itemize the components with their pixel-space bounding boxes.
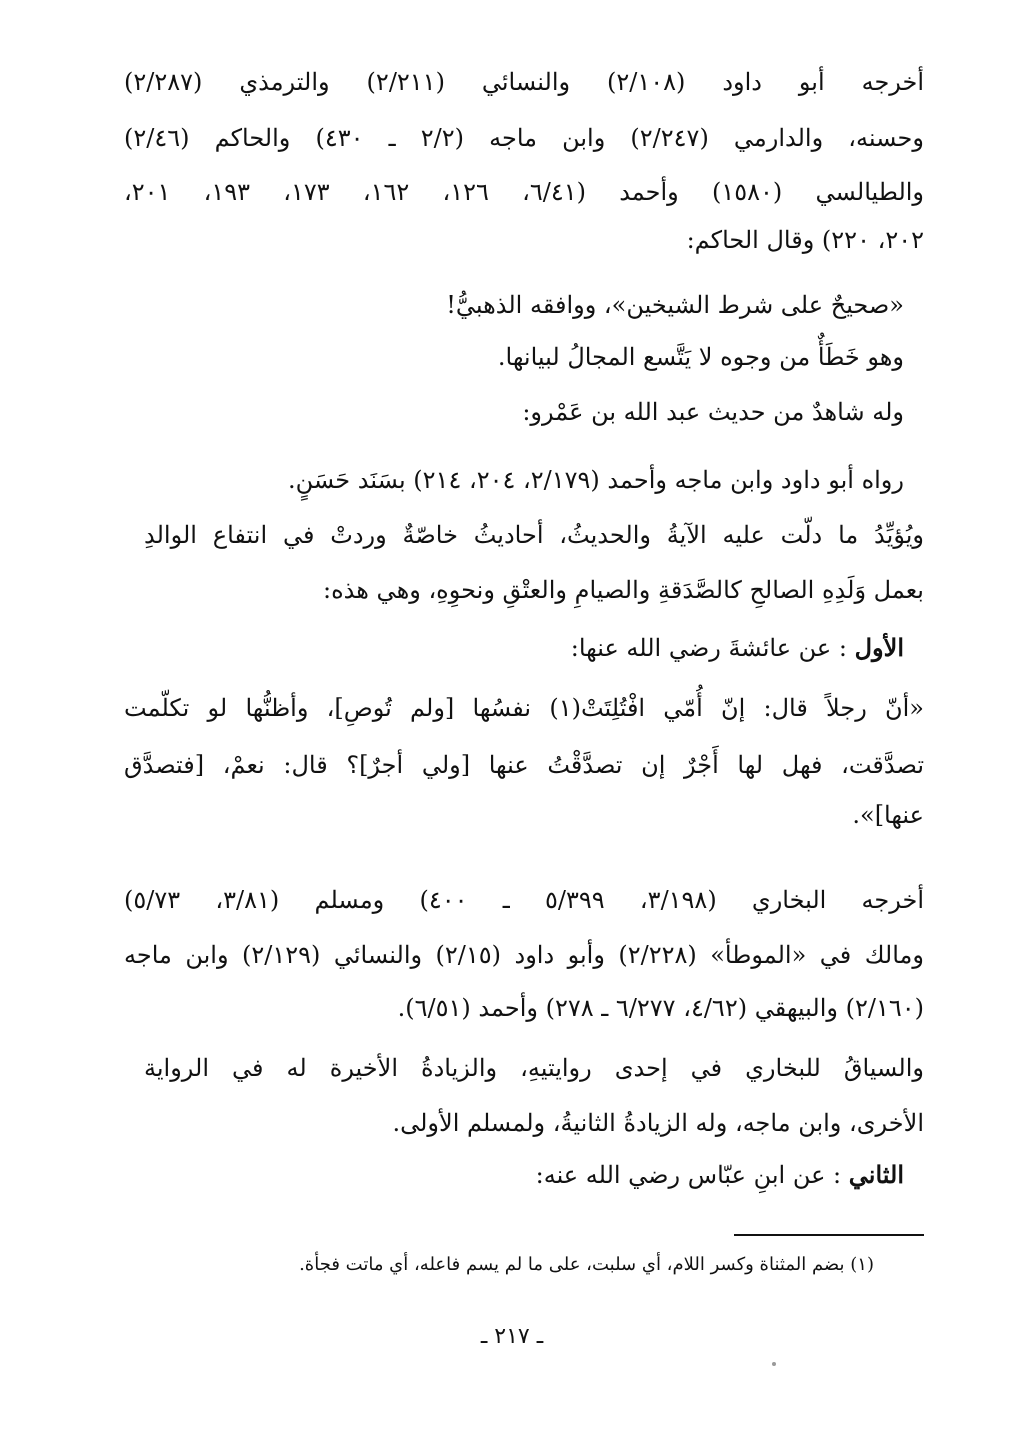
quote-text: «صحيحٌ على شرط الشيخين»، ووافقه الذهبيُّ!: [446, 291, 904, 319]
text-line: رواه أبو داود وابن ماجه وأحمد (٢/١٧٩، ٢٠٤، ٢١٤) بسَنَد حَسَنٍ.: [287, 466, 904, 494]
text-line: أخرجه البخاري (٣/١٩٨، ٥/٣٩٩ ـ ٤٠٠) ومسلم (٣/٨١، ٥/٧٣): [124, 886, 925, 914]
scan-speck: [772, 1362, 776, 1366]
hadith-line: تصدَّقت، فهل لها أَجْرٌ إن تصدَّقْتُ عنها [ولي أجرٌ]؟ قال: نعمْ، [فتصدَّق: [124, 751, 924, 779]
heading-text: : عن عائشةَ رضي الله عنها:: [570, 634, 847, 662]
text-line: بعمل وَلَدِهِ الصالحِ كالصَّدَقةِ والصيامِ والعتْقِ ونحوِهِ، وهي هذه:: [323, 576, 924, 604]
text-line: ٢٠٢، ٢٢٠) وقال الحاكم:: [686, 226, 924, 254]
text-line: ويُؤيِّدُ ما دلّت عليه الآيةُ والحديثُ، أحاديثُ خاصّةٌ وردتْ في انتفاع الوالدِ: [144, 521, 924, 549]
heading-label: الأول: [854, 633, 904, 662]
footnote-divider: [734, 1234, 924, 1236]
text-line: أخرجه أبو داود (٢/١٠٨) والنسائي (٢/٢١١) والترمذي (٢/٢٨٧): [124, 68, 925, 96]
heading-text: : عن ابنِ عبّاس رضي الله عنه:: [535, 1161, 842, 1189]
text-line: والطيالسي (١٥٨٠) وأحمد (٦/٤١، ١٢٦، ١٦٢، ١٧٣، ١٩٣، ٢٠١،: [124, 178, 925, 206]
heading-label: الثاني: [848, 1160, 904, 1189]
hadith-line: عنها]».: [852, 801, 924, 829]
footnote-text: (١) بضم المثناة وكسر اللام، أي سلبت، على ما لم يسم فاعله، أي ماتت فجأة.: [299, 1254, 874, 1275]
text-line: والسياقُ للبخاري في إحدى روايتيهِ، والزيادةُ الأخيرة له في الرواية: [144, 1054, 924, 1082]
text-line: (٢/١٦٠) والبيهقي (٤/٦٢، ٦/٢٧٧ ـ ٢٧٨) وأحمد (٦/٥١).: [397, 994, 924, 1022]
section-heading: [104, 1155, 904, 1195]
hadith-line: «أنّ رجلاً قال: إنّ أُمّي افْتُلِتَتْ(١) نفسُها [ولم تُوصِ]، وأظنُّها لو تكلّمت: [124, 694, 924, 722]
text-line: الأخرى، وابن ماجه، وله الزيادةُ الثانيةُ، ولمسلم الأولى.: [392, 1109, 924, 1137]
text-line: وهو خَطَأٌ من وجوه لا يَتَّسع المجالُ لبيانها.: [497, 343, 904, 371]
text-line: وحسنه، والدارمي (٢/٢٤٧) وابن ماجه (٢/٢ ـ ٤٣٠) والحاكم (٢/٤٦): [124, 124, 924, 152]
section-heading: [104, 628, 904, 668]
page-number: ـ ٢١٧ ـ: [480, 1324, 544, 1349]
text-line: ومالك في «الموطأ» (٢/٢٢٨) وأبو داود (٢/١٥) والنسائي (٢/١٢٩) وابن ماجه: [124, 941, 924, 969]
text-line: وله شاهدٌ من حديث عبد الله بن عَمْرو:: [522, 398, 904, 426]
